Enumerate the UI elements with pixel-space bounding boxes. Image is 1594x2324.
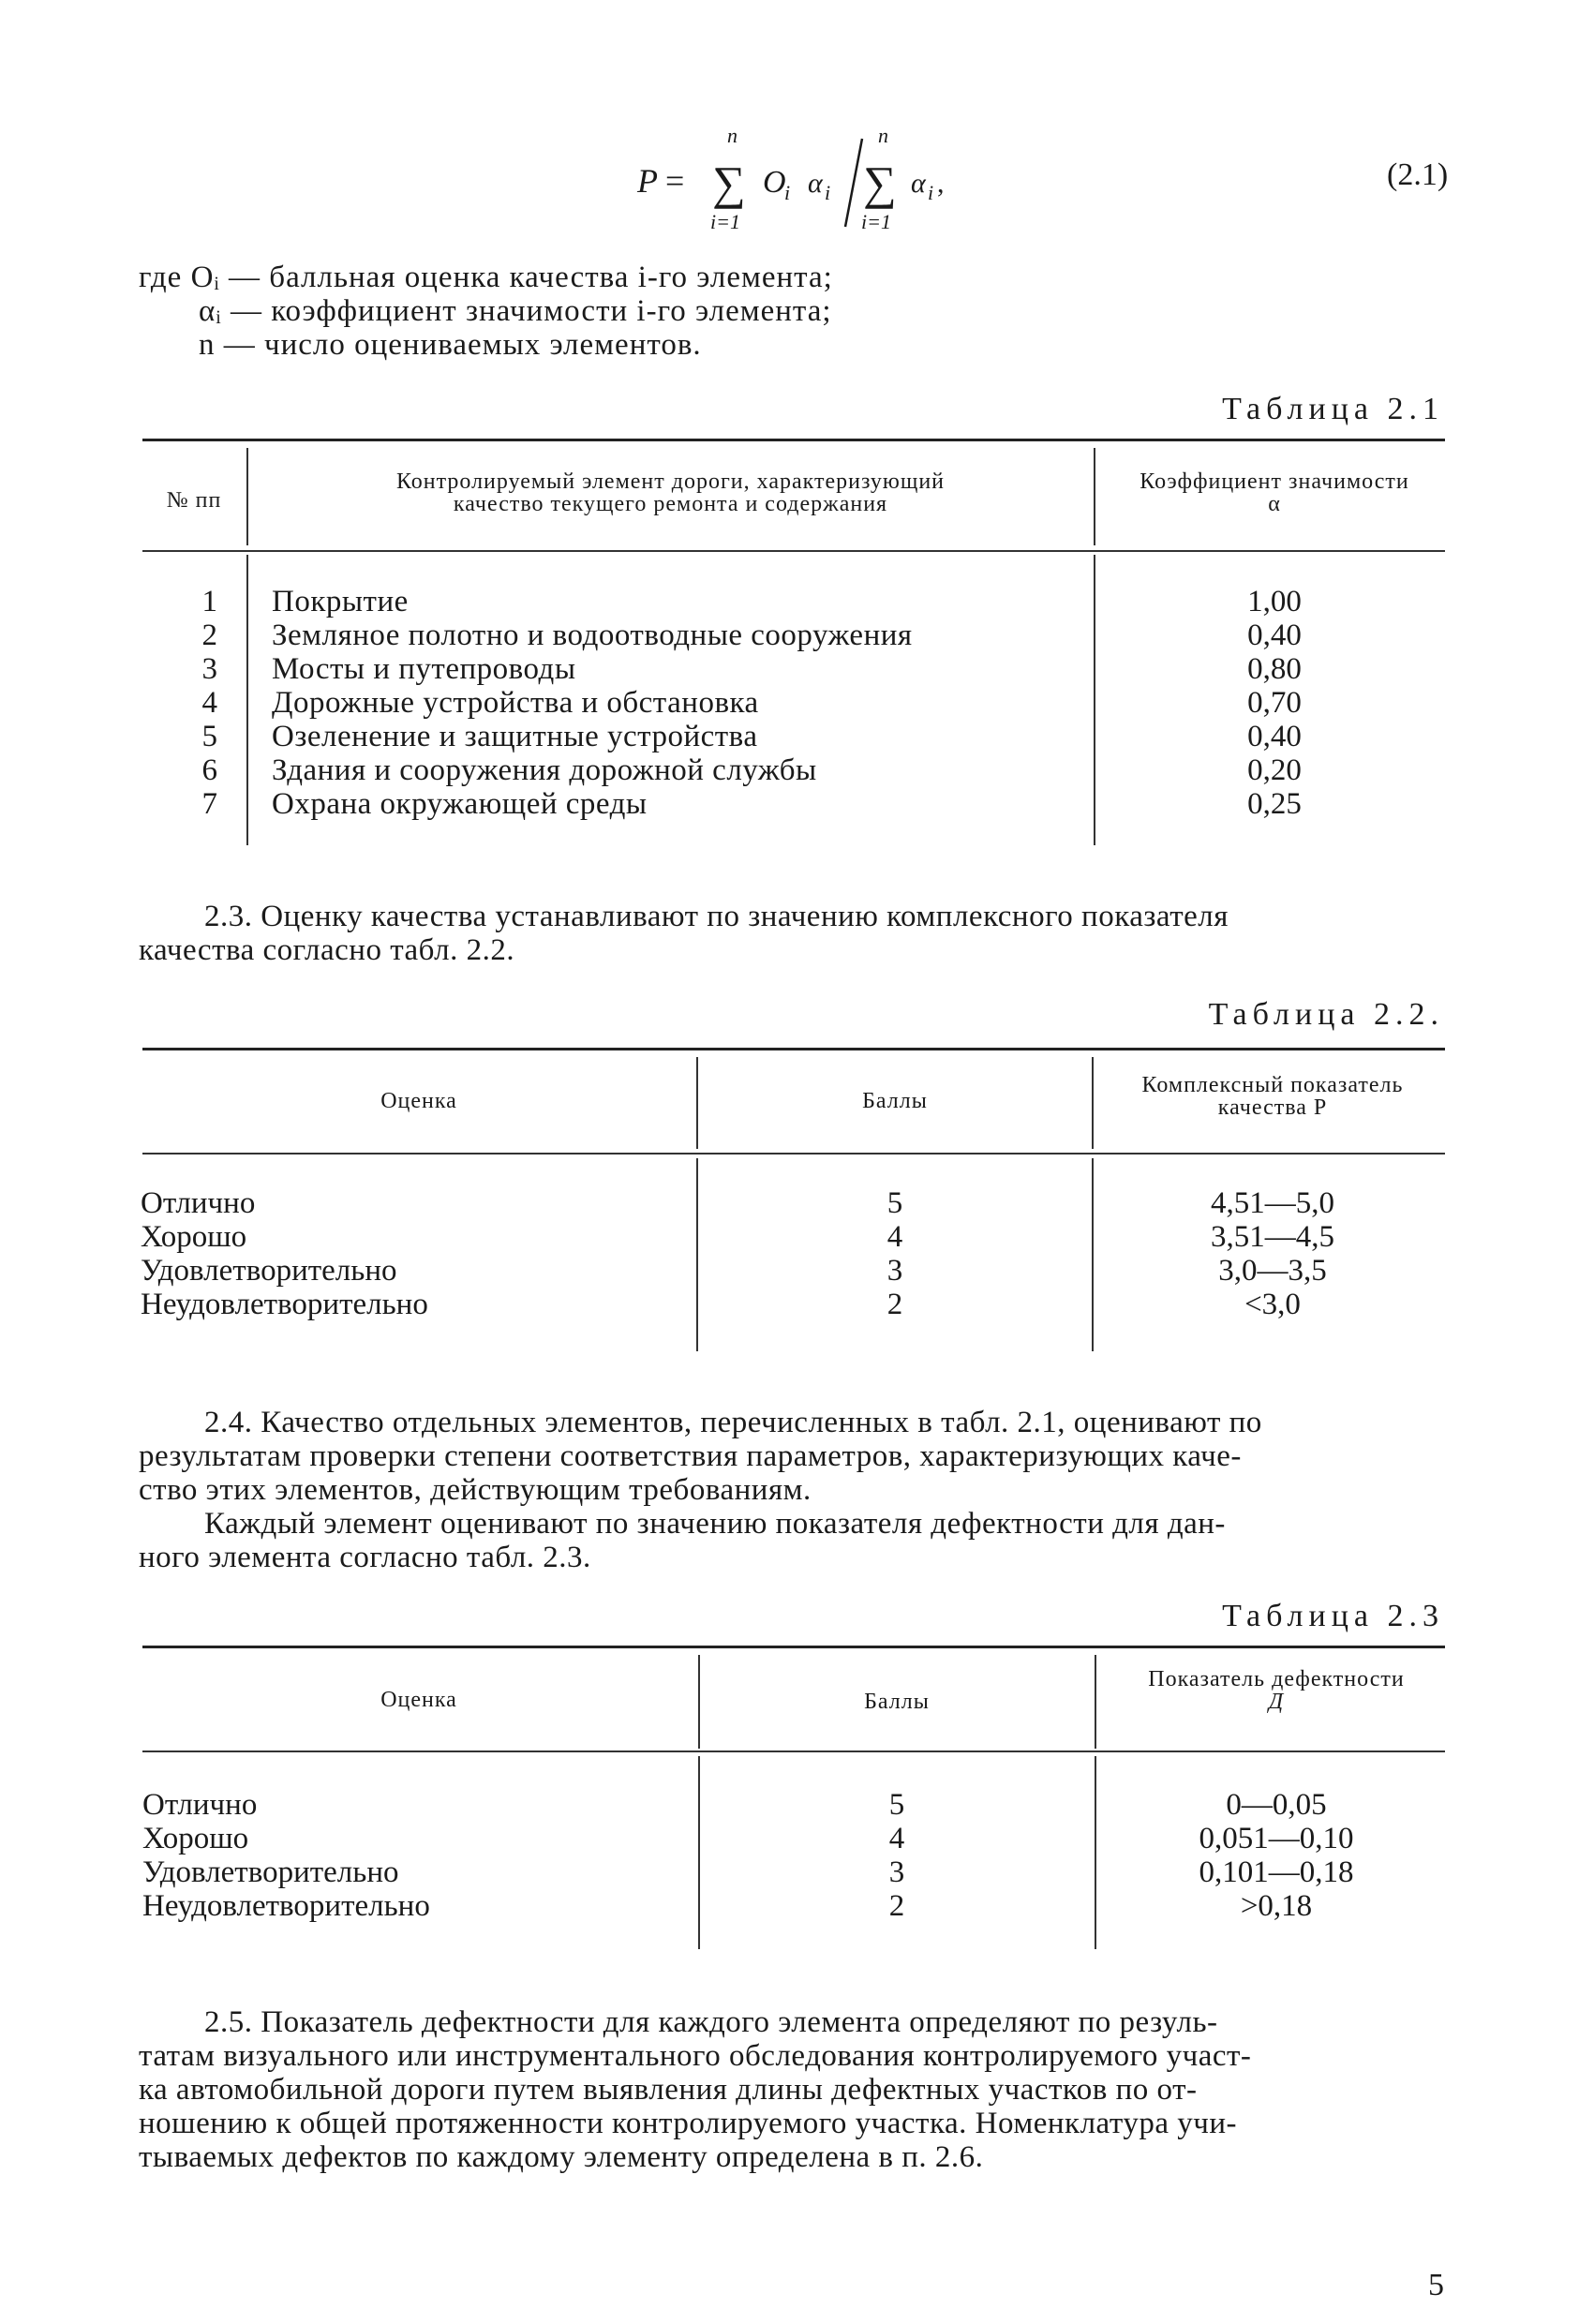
table-cell: 4 xyxy=(888,1822,905,1855)
paragraph-line: 2.3. Оценку качества устанавливают по значению комплексного показателя xyxy=(204,900,1229,933)
table-2-2-header-divider-2 xyxy=(1092,1057,1094,1149)
table-cell: 0,40 xyxy=(1247,618,1302,652)
table-2-3-header-defect-line-1: Показатель дефектности xyxy=(1148,1667,1405,1691)
table-cell: 0,101—0,18 xyxy=(1199,1855,1354,1889)
table-cell: 5 xyxy=(201,720,217,753)
formula-sub-alpha2: i xyxy=(928,181,934,204)
paragraph-line: ношению к общей протяженности контролируемого участка. Номенклатура учи- xyxy=(139,2107,1237,2140)
table-2-1-header-element-line-1: Контролируемый элемент дороги, характеризующий xyxy=(395,469,946,494)
table-cell: 4,51—5,0 xyxy=(1211,1186,1334,1220)
table-2-1-caption: Таблица 2.1 xyxy=(1222,392,1444,426)
paragraph-2-4 xyxy=(139,1406,1451,1574)
table-2-1-coef-column xyxy=(1096,585,1452,821)
table-2-3-header-divider-2 xyxy=(1095,1655,1096,1749)
table-2-2-header-indicator-line-2: качества P xyxy=(1217,1095,1328,1120)
table-2-2-grade-column xyxy=(141,1186,693,1321)
where-line-2: αᵢ — коэффициент значимости i-го элемента; xyxy=(199,294,832,328)
table-2-2-body-divider-2 xyxy=(1092,1158,1094,1351)
paragraph-line: тываемых дефектов по каждому элементу определена в п. 2.6. xyxy=(139,2140,984,2174)
table-cell: >0,18 xyxy=(1240,1889,1313,1923)
paragraph-2-3 xyxy=(139,900,1451,967)
formula-division-slash xyxy=(845,139,862,227)
table-2-3-top-rule xyxy=(142,1646,1445,1648)
table-2-1-header-rule xyxy=(142,550,1445,552)
paragraph-line: качества согласно табл. 2.2. xyxy=(139,933,515,967)
table-2-1-header-num: № пп xyxy=(166,488,222,513)
formula-term-alpha2: α xyxy=(911,168,926,199)
formula-equals: = xyxy=(665,162,685,200)
paragraph-line: результатам проверки степени соответствия параметров, характеризующих каче- xyxy=(139,1439,1242,1473)
table-cell: 0,80 xyxy=(1247,652,1302,686)
table-2-2-indicator-column xyxy=(1095,1186,1451,1321)
table-cell: Отлично xyxy=(141,1186,256,1220)
table-2-2-body-divider-1 xyxy=(696,1158,698,1351)
table-cell: Неудовлетворительно xyxy=(142,1889,430,1923)
paragraph-line: ство этих элементов, действующим требованиям. xyxy=(139,1473,812,1507)
table-2-3-header-points: Баллы xyxy=(864,1690,930,1714)
where-line-3: n — число оцениваемых элементов. xyxy=(199,328,702,362)
table-2-1-header-element xyxy=(251,470,1090,515)
table-cell: Земляное полотно и водоотводные сооружения xyxy=(272,618,913,652)
where-line-1: где Oᵢ — балльная оценка качества i-го элемента; xyxy=(139,261,833,294)
table-cell: Отлично xyxy=(142,1788,258,1822)
table-cell: Хорошо xyxy=(142,1822,249,1855)
table-cell: Дорожные устройства и обстановка xyxy=(272,686,759,720)
table-2-2-top-rule xyxy=(142,1048,1445,1050)
table-2-3-header-divider-1 xyxy=(698,1655,700,1749)
paragraph-line: 2.4. Качество отдельных элементов, перечисленных в табл. 2.1, оценивают по xyxy=(204,1406,1262,1439)
formula-sum2-top: n xyxy=(878,124,888,147)
formula-sub-alpha: i xyxy=(825,181,831,204)
table-2-2-header-indicator-line-1: Комплексный показатель xyxy=(1141,1073,1404,1097)
table-2-3-grade-column xyxy=(142,1788,695,1923)
paragraph-line: ка автомобильной дороги путем выявления длины дефектных участков по от- xyxy=(139,2073,1198,2107)
table-cell: 2 xyxy=(888,1889,905,1923)
formula-sum2-bottom: i=1 xyxy=(861,210,891,233)
table-cell: 7 xyxy=(201,787,217,821)
table-cell: 6 xyxy=(201,753,217,787)
table-2-3-body-divider-1 xyxy=(698,1756,700,1949)
table-2-3-header-defect xyxy=(1098,1668,1454,1713)
page-number: 5 xyxy=(1428,2268,1444,2302)
paragraph-line: 2.5. Показатель дефектности для каждого элемента определяют по резуль- xyxy=(204,2005,1218,2039)
table-2-1-header-divider-1 xyxy=(246,448,248,545)
table-cell: Хорошо xyxy=(141,1220,247,1254)
table-2-2-header-points: Баллы xyxy=(862,1089,928,1113)
table-2-1-header-element-line-2: качество текущего ремонта и содержания xyxy=(453,492,888,516)
table-2-2-caption: Таблица 2.2. xyxy=(1208,997,1444,1032)
paragraph-2-5 xyxy=(139,2005,1451,2174)
table-cell: Мосты и путепроводы xyxy=(272,652,576,686)
table-cell: 3,51—4,5 xyxy=(1211,1220,1334,1254)
table-cell: 1,00 xyxy=(1247,585,1302,618)
table-cell: 2 xyxy=(201,618,217,652)
table-2-3-caption: Таблица 2.3 xyxy=(1222,1599,1444,1633)
table-cell: 3,0—3,5 xyxy=(1218,1254,1327,1288)
table-cell: 0,40 xyxy=(1247,720,1302,753)
formula-trailing-comma: , xyxy=(937,168,945,199)
table-cell: 2 xyxy=(886,1288,903,1321)
table-cell: 0,70 xyxy=(1247,686,1302,720)
table-cell: Охрана окружающей среды xyxy=(272,787,648,821)
table-cell: Неудовлетворительно xyxy=(141,1288,428,1321)
table-2-2-header-divider-1 xyxy=(696,1057,698,1149)
table-2-2-header-grade: Оценка xyxy=(380,1089,457,1113)
table-2-1-header-coef-line-2: α xyxy=(1268,492,1281,516)
table-cell: 0,051—0,10 xyxy=(1199,1822,1354,1855)
formula-2-1 xyxy=(0,112,1594,262)
table-2-1-element-column xyxy=(272,585,1087,821)
formula-sum-top: n xyxy=(727,124,737,147)
paragraph-line: татам визуального или инструментального обследования контролируемого участ- xyxy=(139,2039,1252,2073)
formula-sum-bottom: i=1 xyxy=(710,210,740,233)
table-2-1-top-rule xyxy=(142,439,1445,441)
table-cell: 5 xyxy=(888,1788,905,1822)
table-2-3-body-divider-2 xyxy=(1095,1756,1096,1949)
table-cell: Покрытие xyxy=(272,585,409,618)
formula-term-o: O xyxy=(763,165,786,200)
table-2-3-header-rule xyxy=(142,1750,1445,1752)
table-2-1-header-coef-line-1: Коэффициент значимости xyxy=(1140,469,1409,494)
table-cell: 4 xyxy=(886,1220,903,1254)
formula-term-alpha: α xyxy=(808,168,823,199)
table-cell: 0—0,05 xyxy=(1226,1788,1327,1822)
table-cell: Удовлетворительно xyxy=(142,1855,399,1889)
paragraph-line: ного элемента согласно табл. 2.3. xyxy=(139,1541,591,1574)
table-2-1-num-column xyxy=(142,585,217,821)
table-cell: <3,0 xyxy=(1244,1288,1301,1321)
table-cell: Озеленение и защитные устройства xyxy=(272,720,758,753)
formula-sub-o: i xyxy=(784,181,791,204)
table-2-1-header-divider-2 xyxy=(1094,448,1095,545)
table-cell: 0,25 xyxy=(1247,787,1302,821)
table-2-1-header-coef xyxy=(1096,470,1452,515)
table-cell: Здания и сооружения дорожной службы xyxy=(272,753,817,787)
table-2-2-header-rule xyxy=(142,1153,1445,1155)
table-2-3-points-column xyxy=(701,1788,1093,1923)
table-cell: Удовлетворительно xyxy=(141,1254,397,1288)
table-cell: 3 xyxy=(888,1855,905,1889)
table-2-3-header-grade: Оценка xyxy=(380,1688,457,1712)
table-cell: 1 xyxy=(201,585,217,618)
table-2-2-points-column xyxy=(699,1186,1091,1321)
table-cell: 4 xyxy=(201,686,217,720)
formula-sum2-sign: ∑ xyxy=(863,156,897,209)
formula-sum-sign: ∑ xyxy=(712,156,746,209)
table-2-3-header-defect-line-2: Д xyxy=(1268,1690,1285,1714)
table-2-3-defect-column xyxy=(1098,1788,1454,1923)
table-cell: 5 xyxy=(886,1186,903,1220)
table-cell: 0,20 xyxy=(1247,753,1302,787)
table-2-1-body-divider-1 xyxy=(246,555,248,845)
paragraph-line: Каждый элемент оценивают по значению показателя дефектности для дан- xyxy=(204,1507,1226,1541)
table-2-2-header-indicator xyxy=(1095,1074,1451,1119)
formula-lhs: P xyxy=(637,162,658,200)
table-cell: 3 xyxy=(886,1254,903,1288)
table-cell: 3 xyxy=(201,652,217,686)
table-2-1-body-divider-2 xyxy=(1094,555,1095,845)
equation-number: (2.1) xyxy=(1387,157,1449,192)
